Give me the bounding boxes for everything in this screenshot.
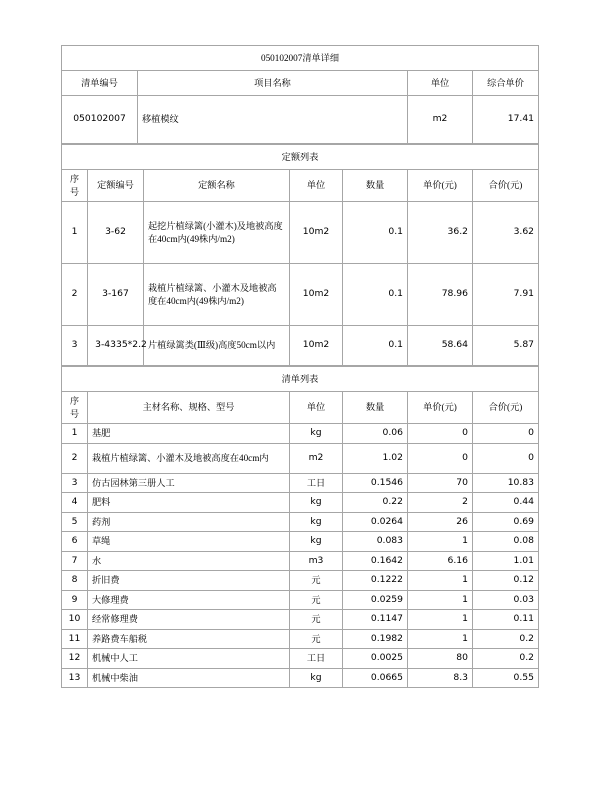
header-col-unit: 单位 <box>408 71 473 96</box>
bill-cell-no: 12 <box>62 649 88 669</box>
bill-cell-total: 0.2 <box>473 649 539 669</box>
bill-cell-name: 仿古园林第三册人工 <box>88 473 290 493</box>
table-row <box>62 443 539 473</box>
bill-cell-price: 2 <box>408 493 473 513</box>
bill-cell-unit: kg <box>290 668 343 688</box>
bill-cell-qty: 0.1982 <box>343 629 408 649</box>
table-row <box>62 590 539 610</box>
bill-cell-no: 5 <box>62 512 88 532</box>
quota-cell-no: 1 <box>62 202 88 264</box>
bill-cell-unit: kg <box>290 493 343 513</box>
bill-cell-name: 大修理费 <box>88 590 290 610</box>
bill-cell-qty: 0.083 <box>343 532 408 552</box>
quota-cell-total: 5.87 <box>473 326 539 366</box>
quota-cell-name: 片植绿篱类(Ⅲ级)高度50cm以内 <box>144 326 290 366</box>
bill-cell-name: 栽植片植绿篱、小灌木及地被高度在40cm内 <box>88 443 290 473</box>
header-col-price: 综合单价 <box>473 71 539 96</box>
quota-cell-price: 36.2 <box>408 202 473 264</box>
table-row <box>62 96 539 144</box>
quota-table <box>61 144 539 366</box>
header-table-title-row <box>62 46 539 71</box>
header-table-column-row <box>62 71 539 96</box>
bill-table-title-row <box>62 367 539 392</box>
header-cell-price: 17.41 <box>473 96 539 144</box>
bill-cell-no: 3 <box>62 473 88 493</box>
bill-table-column-row <box>62 392 539 424</box>
bill-cell-no: 13 <box>62 668 88 688</box>
bill-cell-total: 0.08 <box>473 532 539 552</box>
quota-table-column-row <box>62 170 539 202</box>
bill-table-title: 清单列表 <box>62 367 539 392</box>
bill-cell-unit: m2 <box>290 443 343 473</box>
header-table-title: 050102007清单详细 <box>62 46 539 71</box>
quota-cell-code: 3-62 <box>88 202 144 264</box>
quota-col-price: 单价(元) <box>408 170 473 202</box>
quota-col-code: 定额编号 <box>88 170 144 202</box>
bill-cell-no: 8 <box>62 571 88 591</box>
bill-cell-no: 9 <box>62 590 88 610</box>
bill-cell-unit: kg <box>290 424 343 444</box>
bill-cell-name: 水 <box>88 551 290 571</box>
bill-cell-price: 80 <box>408 649 473 669</box>
table-row <box>62 512 539 532</box>
bill-cell-name: 机械中人工 <box>88 649 290 669</box>
bill-cell-total: 0 <box>473 424 539 444</box>
bill-cell-price: 1 <box>408 532 473 552</box>
bill-col-total: 合价(元) <box>473 392 539 424</box>
bill-cell-unit: 工日 <box>290 473 343 493</box>
quota-cell-no: 3 <box>62 326 88 366</box>
quota-cell-no: 2 <box>62 264 88 326</box>
quota-cell-unit: 10m2 <box>290 202 343 264</box>
quota-cell-code-text: 3-4335*2.2 <box>95 339 147 351</box>
header-col-code: 清单编号 <box>62 71 138 96</box>
bill-cell-total: 1.01 <box>473 551 539 571</box>
table-row <box>62 629 539 649</box>
quota-cell-qty: 0.1 <box>343 202 408 264</box>
bill-cell-price: 26 <box>408 512 473 532</box>
bill-cell-qty: 0.1147 <box>343 610 408 630</box>
bill-cell-total: 0.69 <box>473 512 539 532</box>
quota-table-title-row <box>62 145 539 170</box>
table-row <box>62 326 539 366</box>
bill-cell-price: 1 <box>408 571 473 591</box>
bill-cell-no: 2 <box>62 443 88 473</box>
bill-col-qty: 数量 <box>343 392 408 424</box>
quota-cell-code <box>88 326 147 366</box>
bill-cell-unit: 元 <box>290 590 343 610</box>
bill-cell-price: 8.3 <box>408 668 473 688</box>
quota-cell-total: 7.91 <box>473 264 539 326</box>
bill-col-no: 序号 <box>62 392 88 424</box>
bill-cell-unit: 元 <box>290 571 343 591</box>
bill-cell-unit: kg <box>290 532 343 552</box>
quota-cell-name: 栽植片植绿篱、小灌木及地被高度在40cm内(49株内/m2) <box>144 264 290 326</box>
quota-col-qty: 数量 <box>343 170 408 202</box>
quota-cell-price: 58.64 <box>408 326 473 366</box>
table-row <box>62 264 539 326</box>
bill-cell-total: 0.2 <box>473 629 539 649</box>
bill-cell-price: 1 <box>408 629 473 649</box>
quota-cell-qty: 0.1 <box>343 264 408 326</box>
bill-cell-qty: 0.0665 <box>343 668 408 688</box>
bill-table <box>61 366 539 688</box>
table-row <box>62 473 539 493</box>
quota-col-no: 序号 <box>62 170 88 202</box>
bill-cell-name: 基肥 <box>88 424 290 444</box>
bill-cell-name: 经常修理费 <box>88 610 290 630</box>
quota-col-name: 定额名称 <box>144 170 290 202</box>
bill-cell-qty: 0.06 <box>343 424 408 444</box>
bill-cell-total: 0.12 <box>473 571 539 591</box>
bill-cell-name: 机械中柴油 <box>88 668 290 688</box>
table-row <box>62 668 539 688</box>
bill-cell-qty: 0.0264 <box>343 512 408 532</box>
bill-cell-name: 养路费车船税 <box>88 629 290 649</box>
quota-cell-unit: 10m2 <box>290 326 343 366</box>
bill-col-price: 单价(元) <box>408 392 473 424</box>
bill-cell-name: 药剂 <box>88 512 290 532</box>
bill-cell-total: 0.11 <box>473 610 539 630</box>
header-cell-name: 移植模纹 <box>138 96 408 144</box>
bill-cell-unit: 元 <box>290 610 343 630</box>
quota-cell-name: 起挖片植绿篱(小灌木)及地被高度在40cm内(49株内/m2) <box>144 202 290 264</box>
header-cell-code: 050102007 <box>62 96 138 144</box>
bill-cell-price: 1 <box>408 590 473 610</box>
quota-col-unit: 单位 <box>290 170 343 202</box>
header-col-name: 项目名称 <box>138 71 408 96</box>
table-row <box>62 649 539 669</box>
table-row <box>62 610 539 630</box>
bill-cell-no: 6 <box>62 532 88 552</box>
bill-cell-total: 10.83 <box>473 473 539 493</box>
bill-cell-name: 草绳 <box>88 532 290 552</box>
table-row <box>62 532 539 552</box>
quota-cell-unit: 10m2 <box>290 264 343 326</box>
header-cell-unit: m2 <box>408 96 473 144</box>
bill-cell-no: 4 <box>62 493 88 513</box>
bill-cell-qty: 1.02 <box>343 443 408 473</box>
bill-cell-price: 6.16 <box>408 551 473 571</box>
bill-cell-no: 10 <box>62 610 88 630</box>
bill-col-name: 主材名称、规格、型号 <box>88 392 290 424</box>
detail-sheet <box>61 45 538 688</box>
bill-cell-qty: 0.22 <box>343 493 408 513</box>
quota-cell-total: 3.62 <box>473 202 539 264</box>
quota-cell-price: 78.96 <box>408 264 473 326</box>
bill-cell-total: 0.44 <box>473 493 539 513</box>
bill-cell-no: 11 <box>62 629 88 649</box>
bill-cell-qty: 0.0259 <box>343 590 408 610</box>
bill-cell-total: 0.55 <box>473 668 539 688</box>
bill-col-unit: 单位 <box>290 392 343 424</box>
bill-cell-total: 0 <box>473 443 539 473</box>
bill-cell-price: 0 <box>408 443 473 473</box>
bill-cell-price: 1 <box>408 610 473 630</box>
bill-cell-no: 1 <box>62 424 88 444</box>
bill-cell-unit: kg <box>290 512 343 532</box>
table-row <box>62 424 539 444</box>
table-row <box>62 551 539 571</box>
table-row <box>62 202 539 264</box>
bill-cell-unit: m3 <box>290 551 343 571</box>
quota-cell-qty: 0.1 <box>343 326 408 366</box>
bill-cell-qty: 0.1546 <box>343 473 408 493</box>
quota-col-total: 合价(元) <box>473 170 539 202</box>
bill-cell-unit: 工日 <box>290 649 343 669</box>
header-table <box>61 45 539 144</box>
bill-cell-qty: 0.1642 <box>343 551 408 571</box>
bill-cell-qty: 0.0025 <box>343 649 408 669</box>
bill-cell-price: 0 <box>408 424 473 444</box>
bill-cell-total: 0.03 <box>473 590 539 610</box>
bill-cell-name: 折旧费 <box>88 571 290 591</box>
quota-table-title: 定额列表 <box>62 145 539 170</box>
table-row <box>62 571 539 591</box>
bill-cell-name: 肥料 <box>88 493 290 513</box>
bill-cell-unit: 元 <box>290 629 343 649</box>
table-row <box>62 493 539 513</box>
bill-cell-price: 70 <box>408 473 473 493</box>
bill-cell-qty: 0.1222 <box>343 571 408 591</box>
bill-cell-no: 7 <box>62 551 88 571</box>
quota-cell-code: 3-167 <box>88 264 144 326</box>
